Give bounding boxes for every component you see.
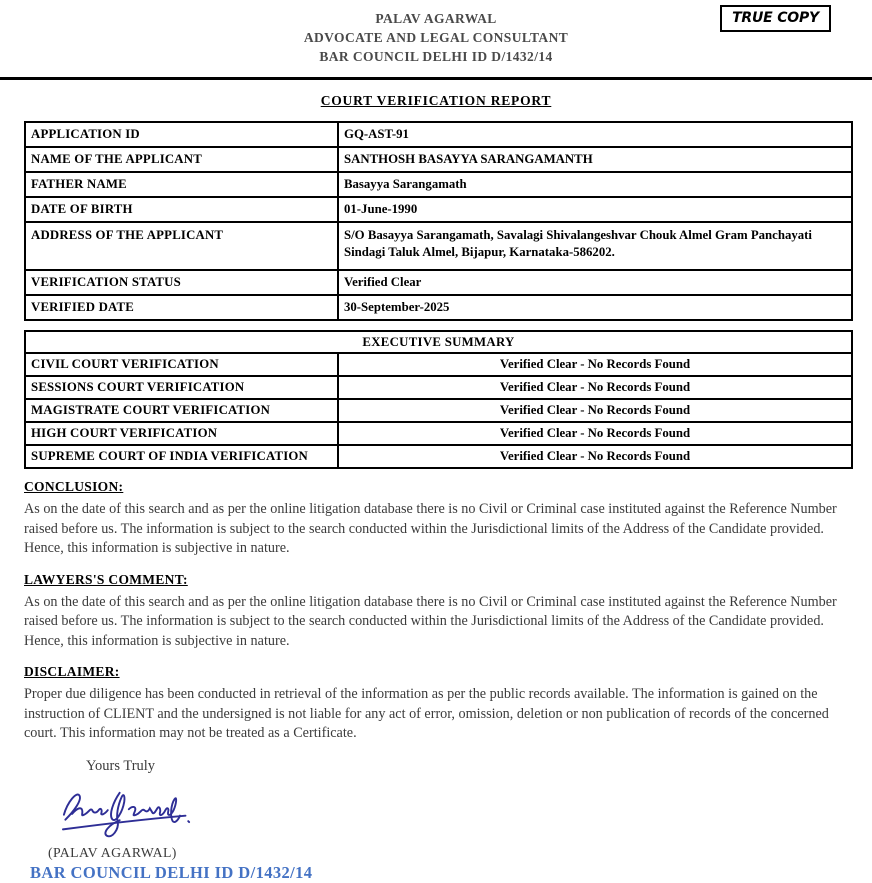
court-status: Verified Clear - No Records Found: [338, 376, 852, 399]
advocate-bar-id: BAR COUNCIL DELHI ID D/1432/14: [319, 49, 553, 64]
court-status: Verified Clear - No Records Found: [338, 353, 852, 376]
field-value: Verified Clear: [338, 270, 852, 295]
table-header-row: [25, 331, 852, 353]
court-label: MAGISTRATE COURT VERIFICATION: [25, 399, 338, 422]
disclaimer-section: [24, 664, 848, 744]
bar-council-id-line: BAR COUNCIL DELHI ID D/1432/14: [30, 862, 313, 882]
conclusion-heading: CONCLUSION:: [24, 479, 124, 494]
field-label: APPLICATION ID: [25, 122, 338, 147]
advocate-name: PALAV AGARWAL: [375, 11, 497, 26]
court-status: Verified Clear - No Records Found: [338, 422, 852, 445]
table-row: [25, 197, 852, 222]
field-label: VERIFIED DATE: [25, 295, 338, 320]
court-status: Verified Clear - No Records Found: [338, 399, 852, 422]
court-label: HIGH COURT VERIFICATION: [25, 422, 338, 445]
lawyers-comment-section: [24, 572, 848, 652]
field-value: GQ-AST-91: [338, 122, 852, 147]
header-divider-rule: [0, 77, 872, 80]
table-row: [25, 399, 852, 422]
court-status: Verified Clear - No Records Found: [338, 445, 852, 468]
executive-summary-table: [24, 330, 853, 469]
field-label: ADDRESS OF THE APPLICANT: [25, 222, 338, 270]
field-value: 01-June-1990: [338, 197, 852, 222]
table-row: [25, 376, 852, 399]
court-label: SESSIONS COURT VERIFICATION: [25, 376, 338, 399]
true-copy-stamp-label: TRUE COPY: [732, 10, 819, 26]
signatory-name: (PALAV AGARWAL): [48, 844, 177, 860]
table-row: [25, 445, 852, 468]
lawyers-comment-heading: LAWYERS'S COMMENT:: [24, 571, 188, 587]
table-row: [25, 295, 852, 320]
conclusion-section: [24, 479, 848, 559]
court-label: CIVIL COURT VERIFICATION: [25, 353, 338, 376]
court-label: SUPREME COURT OF INDIA VERIFICATION: [25, 445, 338, 468]
field-label: NAME OF THE APPLICANT: [25, 147, 338, 172]
advocate-role: ADVOCATE AND LEGAL CONSULTANT: [303, 30, 569, 45]
field-label: DATE OF BIRTH: [25, 197, 338, 222]
field-label: VERIFICATION STATUS: [25, 270, 338, 295]
salutation-text: Yours Truly: [86, 757, 156, 774]
signature-image: [52, 781, 848, 843]
page-title: COURT VERIFICATION REPORT: [320, 93, 552, 108]
table-row: [25, 147, 852, 172]
table-row: [25, 270, 852, 295]
field-label: FATHER NAME: [25, 172, 338, 197]
handwritten-signature-icon: [52, 781, 212, 843]
table-row: [25, 172, 852, 197]
field-value: 30-September-2025: [338, 295, 852, 320]
table-row: [25, 222, 852, 270]
conclusion-body: As on the date of this search and as per the online litigation database there is no Civil or Criminal case instituted against the Reference Number raised before us. The information is subject to the search conducted within the Jurisdictional limits of the Address of the Candidate provided. Hence, this information is subjective in nature.: [24, 501, 837, 556]
closing-block: [24, 758, 848, 883]
disclaimer-heading: DISCLAIMER:: [24, 664, 120, 679]
field-value: Basayya Sarangamath: [338, 172, 852, 197]
table-row: [25, 353, 852, 376]
lawyers-comment-body: As on the date of this search and as per the online litigation database there is no Civil or Criminal case instituted against the Reference Number raised before us. The information is subject to the search conducted within the Jurisdictional limits of the Address of the Candidate provided. Hence, this information is subjective in nature.: [24, 593, 837, 649]
applicant-details-table: [24, 121, 853, 321]
report-title-wrap: [0, 92, 872, 110]
table-row: [25, 422, 852, 445]
executive-summary-title: EXECUTIVE SUMMARY: [25, 331, 852, 353]
true-copy-stamp: [720, 5, 831, 32]
table-row: [25, 122, 852, 147]
field-value: S/O Basayya Sarangamath, Savalagi Shivalangeshvar Chouk Almel Gram Panchayati Sindagi Taluk Almel, Bijapur, Karnataka-586202.: [338, 222, 852, 270]
disclaimer-body: Proper due diligence has been conducted in retrieval of the information as per the public records available. The information is gained on the instruction of CLIENT and the undersigned is not liable for any act of error, omission, deletion or non publication of records of the concerned court. This information may not be treated as a Certificate.: [24, 686, 829, 741]
field-value: SANTHOSH BASAYYA SARANGAMANTH: [338, 147, 852, 172]
